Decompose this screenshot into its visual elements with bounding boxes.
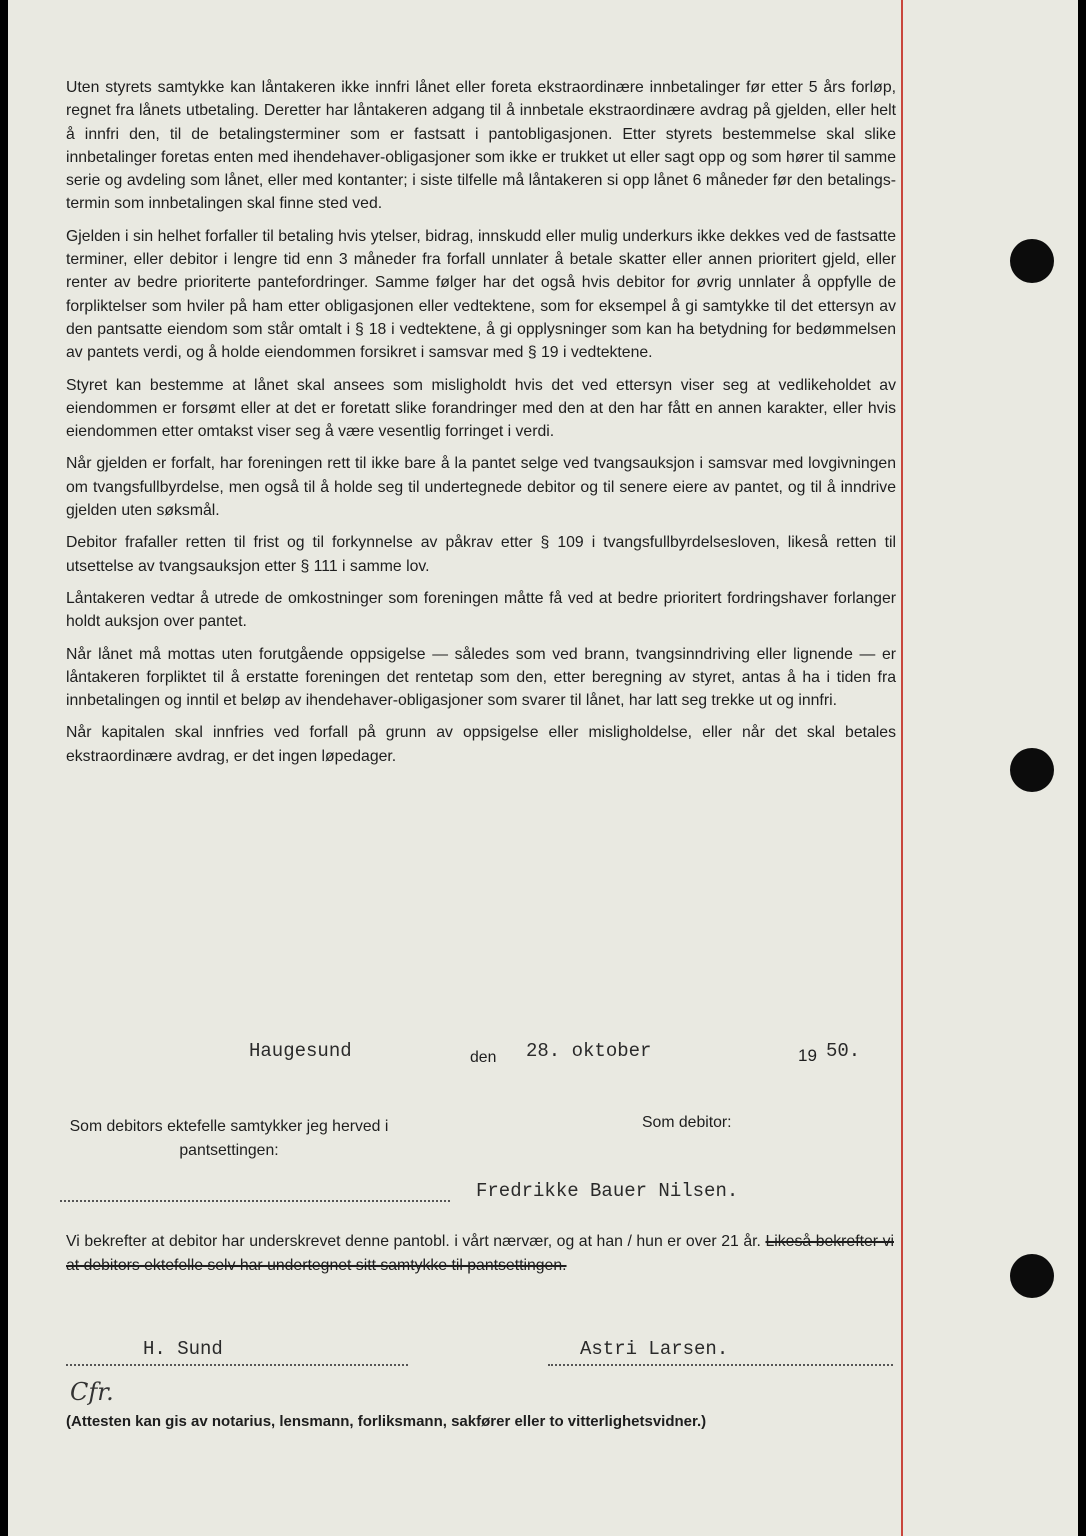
- year-prefix: 19: [798, 1046, 817, 1065]
- handwritten-mark: Cfr.: [70, 1378, 114, 1406]
- paragraph-payment-days: Når kapitalen skal innfries ved forfall på grunn av oppsigelse eller misligholdelse, eller når det skal betales ekstraordinære avdrag, er det ingen løpedager.: [66, 724, 896, 765]
- witness-1-signature: H. Sund: [143, 1338, 223, 1360]
- witness-text: Vi bekrefter at debitor har underskrevet denne pantobl. i vårt nærvær, og at han / hun er over 21 år.: [66, 1233, 761, 1250]
- struck-spouse-clause: Likeså bekrefter vi at debitors ektefelle selv har undertegnet sitt samtykke til pantsettingen.: [66, 1233, 894, 1274]
- date-field: 28. oktober: [526, 1040, 652, 1062]
- place-field: Haugesund: [249, 1040, 352, 1062]
- paragraph-notice: Debitor frafaller retten til frist og til forkynnelse av påkrav etter § 109 i tvangsfullbyrdelsesloven, likeså retten til utsettelse av tvangsauksjon etter § 111 i samme lov.: [66, 534, 896, 575]
- witness-statement: [66, 1230, 894, 1278]
- den-label: den: [470, 1049, 497, 1066]
- paragraph-interest-loss: Når lånet må mottas uten forutgående oppsigelse — således som ved brann, tvangsinndriving eller lignende — er låntakeren forpliktet til å erstatte foreningen det rentetap som den, etter beregning av styret, antas å ha i tiden fra innbetalingen og inntil et beløp av ihendehaver-obligasjoner som svarer til lånet, har latt seg trekke ut og innfri.: [66, 645, 896, 710]
- paragraph-maintenance: Styret kan bestemme at lånet skal ansees som misligholdt hvis det ved ettersyn viser seg at vedlikeholdet av eiendommen er forsømt eller at det er foretatt slike forandringer med den at den har fått en annen karakter, eller hvis eiendommen etter omtakst viser seg å være vesentlig forringet i verdi.: [66, 376, 896, 441]
- paragraph-enforcement: Når gjelden er forfalt, har foreningen rett til ikke bare å la pantet selge ved tvangsauksjon i samsvar med lovgivningen om tvangsfullbyrdelse, men også til å holde seg til undertegnede debitor og til senere eiere av pantet, og til å inndrive gjelden uten søksmål.: [66, 455, 896, 520]
- margin-rule: [901, 0, 903, 1536]
- witness-2-signature: Astri Larsen.: [580, 1338, 729, 1360]
- year-field: 50.: [826, 1040, 861, 1062]
- paragraph-default: Gjelden i sin helhet forfaller til betaling hvis ytelser, bidrag, innskudd eller mulig underkurs ikke dekkes ved de fastsatte terminer, eller debitor i lengre tid enn 3 måneder fra forfall unnlater å betale skatter eller annen prioritert gjeld, eller renter av bedre prioriterte pantefordringer. Samme følger har det også hvis debitor for øvrig unnlater å oppfylle de forpliktelser som hviler på ham etter obligasjonen eller vedtektene, som for eksempel å gi samtykke til det ettersyn av den pantsatte eiendom som står omtalt i § 18 i vedtektene, å gi opplysninger som kan ha betydning for bedømmelsen av pantets verdi, og å holde eiendommen forsikret i samsvar med § 19 i vedtektene.: [66, 227, 896, 362]
- witness-1-line: [66, 1364, 408, 1366]
- attestation-footnote: (Attesten kan gis av notarius, lensmann, forliksmann, sakfører eller to vitterlighetsvidner.): [66, 1413, 707, 1430]
- punch-hole-bottom: [1010, 1254, 1054, 1298]
- paragraph-costs: Låntakeren vedtar å utrede de omkostninger som foreningen måtte få ved at bedre prioritert fordringshaver forlanger holdt auksjon over pantet.: [66, 589, 896, 631]
- punch-hole-top: [1010, 239, 1054, 283]
- document-page: [8, 0, 1078, 1536]
- spouse-signature-line: [60, 1200, 450, 1202]
- paragraph-repayment: Uten styrets samtykke kan låntakeren ikke innfri lånet eller foreta ekstraordinære innbetalinger før etter 5 års forløp, regnet fra lånets utbetaling. Deretter har låntakeren adgang til å innbetale ekstraordinære avdrag på gjelden, eller helt å innfri den, til de betalingsterminer som er fastsatt i pantobligasjonen. Etter styrets bestemmelse skal slike innbetalinger foretas enten med ihendehaver-obligasjoner som ikke er trukket ut eller sagt opp og som hører til samme serie og avdeling som lånet, eller med kontanter; i siste tilfelle må låntakeren si opp lånet 6 måneder før den betalings-termin som innbetalingen skal finne sted ved.: [66, 79, 896, 213]
- spouse-consent-label: Som debitors ektefelle samtykker jeg herved i pantsettingen:: [69, 1118, 389, 1159]
- terms-text: [66, 76, 896, 777]
- debtor-signature: Fredrikke Bauer Nilsen.: [476, 1180, 739, 1202]
- debtor-label: Som debitor:: [642, 1114, 732, 1131]
- punch-hole-middle: [1010, 748, 1054, 792]
- witness-2-line: [548, 1364, 893, 1366]
